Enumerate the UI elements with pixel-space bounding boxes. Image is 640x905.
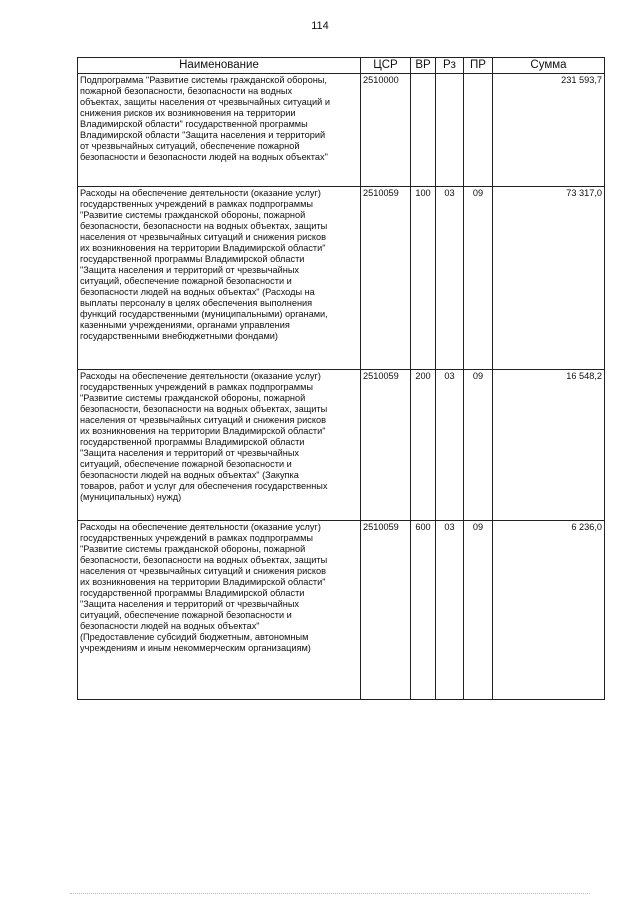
- header-name: Наименование: [78, 58, 361, 74]
- name-line: Расходы на обеспечение деятельности (оказание услуг): [80, 188, 321, 198]
- name-line: (Предоставление субсидий бюджетным, автономным: [80, 632, 309, 642]
- name-line: безопасности людей на водных объектах" (Закупка: [80, 470, 299, 480]
- name-line: их возникновения на территории Владимирской области": [80, 577, 326, 587]
- name-line: "Защита населения и территорий от чрезвычайных: [80, 448, 300, 458]
- name-line: ситуаций, обеспечение пожарной безопасности и: [80, 276, 292, 286]
- page-number: 114: [311, 20, 329, 32]
- budget-table: [77, 57, 605, 700]
- name-line: учреждениям и иным некоммерческим организациям): [80, 643, 311, 653]
- name-line: безопасности, безопасности на водных объектах, защиты: [80, 404, 328, 414]
- name-line: функций государственными (муниципальными) органами,: [80, 309, 328, 319]
- header-pr: ПР: [464, 58, 493, 74]
- name-line: государственной программы Владимирской области: [80, 588, 305, 598]
- row-sum-cell: 73 317,0: [493, 187, 605, 370]
- row-vr-cell: 600: [411, 521, 436, 700]
- name-line: безопасности и безопасности людей на водных объектах": [80, 152, 328, 162]
- row-pr-cell: 09: [464, 521, 493, 700]
- row-name-cell: [78, 370, 361, 521]
- header-csr: ЦСР: [361, 58, 411, 74]
- table-row: [78, 521, 605, 700]
- row-sum-cell: 6 236,0: [493, 521, 605, 700]
- table-row: [78, 187, 605, 370]
- name-line: государственных учреждений в рамках подпрограммы: [80, 382, 314, 392]
- row-pr-cell: [464, 74, 493, 187]
- name-line: выплаты персоналу в целях обеспечения выполнения: [80, 298, 313, 308]
- name-line: "Защита населения и территорий от чрезвычайных: [80, 599, 300, 609]
- name-line: от чрезвычайных ситуаций, обеспечение пожарной: [80, 141, 300, 151]
- row-sum-cell: 16 548,2: [493, 370, 605, 521]
- name-line: государственной программы Владимирской области: [80, 437, 305, 447]
- name-line: Расходы на обеспечение деятельности (оказание услуг): [80, 371, 321, 381]
- row-rz-cell: 03: [436, 187, 464, 370]
- footer-divider: [70, 893, 590, 894]
- table-row: [78, 74, 605, 187]
- row-vr-cell: 100: [411, 187, 436, 370]
- row-csr-cell: 2510059: [361, 187, 411, 370]
- row-rz-cell: 03: [436, 370, 464, 521]
- name-line: их возникновения на территории Владимирской области": [80, 426, 326, 436]
- name-line: "Развитие системы гражданской обороны, пожарной: [80, 393, 306, 403]
- row-sum-cell: 231 593,7: [493, 74, 605, 187]
- header-sum: Сумма: [493, 58, 605, 74]
- row-csr-cell: 2510059: [361, 370, 411, 521]
- name-line: государственными внебюджетными фондами): [80, 331, 278, 341]
- row-name-cell: [78, 74, 361, 187]
- row-pr-cell: 09: [464, 370, 493, 521]
- name-line: снижения рисков их возникновения на территории: [80, 108, 296, 118]
- name-line: безопасности, безопасности на водных объектах, защиты: [80, 555, 328, 565]
- row-name-cell: [78, 187, 361, 370]
- name-line: безопасности людей на водных объектах": [80, 621, 260, 631]
- name-line: их возникновения на территории Владимирской области": [80, 243, 326, 253]
- name-line: безопасности людей на водных объектах" (Расходы на: [80, 287, 315, 297]
- name-line: объектах, защиты населения от чрезвычайных ситуаций и: [80, 97, 330, 107]
- name-line: государственных учреждений в рамках подпрограммы: [80, 533, 314, 543]
- name-line: "Развитие системы гражданской обороны, пожарной: [80, 210, 306, 220]
- name-line: населения от чрезвычайных ситуаций и снижения рисков: [80, 566, 326, 576]
- row-pr-cell: 09: [464, 187, 493, 370]
- row-vr-cell: [411, 74, 436, 187]
- table-header-row: [78, 58, 605, 74]
- header-vr: ВР: [411, 58, 436, 74]
- row-rz-cell: [436, 74, 464, 187]
- name-line: населения от чрезвычайных ситуаций и снижения рисков: [80, 232, 326, 242]
- header-rz: Рз: [436, 58, 464, 74]
- row-name-cell: [78, 521, 361, 700]
- row-csr-cell: 2510059: [361, 521, 411, 700]
- name-line: государственной программы Владимирской области: [80, 254, 305, 264]
- name-line: Владимирской области "Защита населения и территорий: [80, 130, 326, 140]
- name-line: Расходы на обеспечение деятельности (оказание услуг): [80, 522, 321, 532]
- table-row: [78, 370, 605, 521]
- name-line: товаров, работ и услуг для обеспечения государственных: [80, 481, 328, 491]
- row-vr-cell: 200: [411, 370, 436, 521]
- name-line: населения от чрезвычайных ситуаций и снижения рисков: [80, 415, 326, 425]
- name-line: казенными учреждениями, органами управления: [80, 320, 290, 330]
- name-line: Подпрограмма "Развитие системы гражданской обороны,: [80, 75, 327, 85]
- name-line: пожарной безопасности, безопасности на водных: [80, 86, 293, 96]
- name-line: Владимирской области" государственной программы: [80, 119, 308, 129]
- name-line: "Защита населения и территорий от чрезвычайных: [80, 265, 300, 275]
- name-line: безопасности, безопасности на водных объектах, защиты: [80, 221, 328, 231]
- name-line: "Развитие системы гражданской обороны, пожарной: [80, 544, 306, 554]
- name-line: ситуаций, обеспечение пожарной безопасности и: [80, 610, 292, 620]
- name-line: (муниципальных) нужд): [80, 492, 182, 502]
- name-line: ситуаций, обеспечение пожарной безопасности и: [80, 459, 292, 469]
- name-line: государственных учреждений в рамках подпрограммы: [80, 199, 314, 209]
- row-rz-cell: 03: [436, 521, 464, 700]
- row-csr-cell: 2510000: [361, 74, 411, 187]
